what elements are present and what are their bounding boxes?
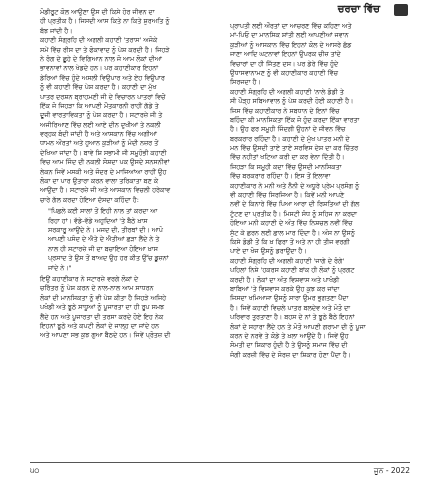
text-line: ਲੋਕਾ ਦਾ ਪਾਰ ਉਤਾਰਾ ਕਰਨ ਵਾਲਾ ਤਰਿਕਾਤਾ ਬਣ ਕੇ	[40, 177, 159, 186]
text-line: ਵਿੱਚ ਨਹੀਤਾਂ ਖਟਿਆ ਕਰੀ ਦਾ ਕਰ ਵੇਨਾ ਦਿੱਤੀ ਹੈ।	[230, 153, 345, 162]
text-line: ਕੁੜੀਆਂ ਨੂੰ ਆਸਕਾਨ ਵਿੱਚ ਇਹਨਾਂ ਕੋਲ ਦੇ ਆਸਰੇ ਛੱਡ	[230, 40, 352, 49]
text-line: ਹੋਇਆ ਮਨੀ ਕਹਾਣੀ ਦੇ ਅੰਤ ਵਿੱਚ ਨਿਸ਼ਚਲ ਨਵੀਂ ਵਿੱਚ	[230, 219, 353, 228]
footer-rule	[30, 462, 410, 463]
text-line: ਲੋਕਾਂ ਦੇ ਸਹਾਰਾ ਲੈਂਦੇ ਹਨ ਤੇ ਮੋਤੋ ਆਪਣੀ ਗਰਾਮਾ ਦੀ ਨੂੰ ਪੂਜਾ	[230, 322, 366, 331]
text-line: "ਪਿਛਲੇ ਕਈ ਸਾਲਾਂ ਤੋਂ ਇਹੀ ਨਾਲ ਤਾਂ ਕਰਦਾ ਆ	[48, 207, 158, 216]
text-line: ਕਹਾਣੀ ਸੰਗ੍ਰਹਿ ਦੀ ਅਗਲੀ ਕਹਾਣੀ 'ਨਾਲੇ ਡੰਡੀ ਤੇ	[230, 87, 344, 96]
text-line: ਕਹਾਣੀਕਾਰ ਨੇ ਮਨੀ ਅਤੇ ਨੈਨੀ ਦੇ ਅਧੂਰੇ ਪ੍ਰੇਮ ਪ੍ਰਸੰਗ ਨੂੰ	[230, 181, 360, 190]
text-line: ਸਮੇਂ ਵਿੱਚ ਰੀਸ ਦਾ ਤੇ ਫੋਕਾਵਾਦ ਨੂੰ ਪੇਸ਼ ਕਰਦੀ ਹੈ। ਜਿਹੜੇ	[40, 45, 170, 54]
text-line: ਆਉਂਦਾ ਹੈ। ਸਟਾਰਜ਼ੇ ਜੀ ਅਤੇ ਆਸਕਾਨ ਵਿਚਲੀ ਹਰੇਕਾਵ	[40, 186, 171, 195]
text-line: ਬੱਝ ਜਾਂਦੀ ਹੈ।	[40, 26, 73, 35]
paragraph	[220, 88, 410, 257]
text-line: ਇੱਕ ਜੋ ਜਿਹੜਾ ਕਿ ਆਪਣੀ ਮੌਤਕਾਰਨੀ ਰਾਹੀਂ ਗੱਡੇ ਤੇ	[40, 101, 159, 110]
text-line: ਟੁੱਟਣ ਦਾ ਪ੍ਰਤੀਕ ਹੈ। ਮਿਸਟੀ ਸੰਧ ਨੂੰ ਸਹਿਜ ਨਾ ਕਰਦਾ	[230, 209, 357, 218]
text-line: ਲੈਂਦੇ ਹਨ ਅਤੇ ਪੂਜਾਰਤਾ ਦੀ ਤਰਸਾ ਕਰਦੇ ਹੋਏ ਇਹ ਨੇਕ	[40, 312, 164, 321]
text-line: ਜਾਣਾ ਆਦਿ ਘਟਨਾਵਾਂ ਇਹਨਾਂ ਉਪਰਕ ਚੀਜ਼ ਤਾਂਦੇ	[230, 50, 341, 59]
section-marker-icon	[394, 4, 408, 16]
right-column	[220, 22, 410, 360]
text-line: ਬਰਕਰਾਰ ਰਹਿੰਦਾ ਹੈ। ਕਹਾਣੀ ਦੇ ਮੁੱਖ ਪਾਤਰ ਮਨੀ ਦੇ	[230, 134, 350, 143]
text-line: ਵੀ ਕਹਾਣੀ ਵਿੱਚ ਸਿਰਜਿਆ ਹੈ। ਕਿਵੇਂ ਮਨੀ ਆਪਣੇ	[230, 191, 345, 200]
text-line: ਦੇਖਿਆ ਜਾਂਦਾ ਹੈ। ਬਾਵੇ ਸ਼ਿ ਸਭਾਮੀ ਜੀ ਸਮੂਹੰਭੀ ਕਹਾਣੀ	[40, 148, 167, 157]
text-line: ਵਿਚਾਰਾਂ ਦਾ ਹੀ ਜਿੱਤਣ ਦਸ। ਪਰ ਡੇਰੇ ਵਿੱਚ ਹੁੰਦੇ	[230, 59, 339, 68]
text-line: ਸੋਮਤੀ ਦਾ ਸ਼ਿਕਾਰ ਹੁੰਦੀ ਹੈ ਤੇ ਉਸਨੂੰ ਸਮਾਜ ਵਿੱਚ ਦੀ	[230, 341, 348, 350]
paragraph	[30, 207, 220, 273]
text-line: ਪ੍ਰਸਾਦ ਤੇ ਉਸ ਤੋਂ ਬਾਅਦ ਉਹ ਹਰ ਕੀਤ ਉੱਚ ਡੂਜ਼ਨਾਂ	[48, 254, 169, 263]
text-line: ਜਿਸ ਵਿੱਚ ਕਹਾਣੀਕਾਰ ਨੇ ਸਬਧਾਨ ਦੇ ਇਨਾਂ ਵਿੱਚ	[230, 106, 340, 115]
text-line: ਕਹਾਣੀ ਸੰਗ੍ਰਹਿ ਦੀ ਅਗਲੀ ਕਹਾਣੀ 'ਜਾਗੇ ਦੇ ਰੰਗੇ'	[230, 256, 345, 265]
text-line: ਪਖੰਡੀ ਅਤੇ ਝੂਠੇ ਸਾਧੂਆਂ ਨੂੰ ਪੂਜਾਰਤਾ ਦਾ ਹੀ ਰੂਪ ਸਮਝ	[40, 303, 165, 312]
text-line: ਮਾਂ-ਪਿਓ ਦਾ ਮਾਨਸਿਕ ਸ਼ਾਂਤੀ ਲਈ ਆਪਣੀਆਂ ਜਵਾਨ	[230, 31, 349, 40]
paragraph	[220, 22, 410, 88]
text-line: ਨਵੀਂ ਦੇ ਕਿਨਾਰੇ ਵਿੱਚ ਪਿਆ ਆਰਾ ਦੀ ਰਿਸ਼ਤਿਆਂ ਦੀ ਗੱਲ	[230, 200, 360, 209]
text-line: ਬਾਬਿਆਂ 'ਤੇ ਵਿਸ਼ਵਾਸ ਕਰਕੇ ਉਹ ਕੁਝ ਕਰ ਜਾਂਦਾ	[230, 284, 340, 293]
text-line: ਪਹਿਲਾਂ ਨਿਸ਼ੇ 'ਹਕਰਸ ਕਹਾਣੀ ਬਾਂਕ ਹੀ ਲੋਕਾਂ ਨੂੰ ਪ੍ਰਗਟ	[230, 266, 355, 275]
text-line: ਭਾਵਨਾਵਾਂ ਨਾਲ ਖੇਡਦੇ ਹਨ। ਪਰ ਕਹਾਣੀਕਾਰ ਇਹਨਾਂ	[40, 64, 159, 73]
text-line: ਰਿਹਾ ਹਾਂ। ਵੱਡੇ-ਵੱਡੇ ਅਹੁਦਿਆਂ 'ਤੇ ਬੈਠੇ ਖ਼ਾਸ	[48, 216, 148, 225]
text-line: ਅਜੀਰਿਆਣ ਵਿੱਚ ਲਈ ਆਏ ਦੀਨ ਦੁਖੀਆਂ ਤੇ ਨਕਲੀ	[40, 120, 161, 129]
text-line: ਸੀ ਪੌੜ੍ਹ ਸਬਿਆਵਾਲ ਨੂੰ ਪੇਸ਼ ਕਰਦੀ ਹੋਈ ਕਹਾਣੀ ਹੈ।	[230, 97, 354, 106]
paragraph	[30, 275, 220, 341]
paragraph	[30, 8, 220, 36]
left-column	[30, 8, 220, 341]
text-line: ਧਾਮਨ ਔਰਤਾਂ ਅਤੇ ਹੁਆਨ ਕੁੜੀਆਂ ਨੂੰ ਮੰਦੀ ਨਜ਼ਰ ਤੋਂ	[40, 139, 159, 148]
text-line: ਲੇਕਨ ਜਿਵੇਂ ਮਸਕੀ ਅਤੇ ਜੰਦਰ ਦੇ ਮਾਜਿਆਂਆ ਰਾਹੀਂ ਉਹ	[40, 167, 167, 176]
text-line: ਸਿਰਜਦਾ ਹੈ।	[230, 78, 261, 87]
text-line: ਪਰਿਵਾਰ ਤੁਰਤਾਣਾ ਹੈ। ਬਹਸ ਦੇ ਨਾਂ ਤੇ ਝੂਠੇ ਬੈਠੇ ਇਹਨਾਂ	[230, 313, 355, 322]
text-line: ਉਧਾਸਵਾਨਾਮਣ ਨੂੰ ਵੀ ਕਹਾਣੀਕਾਰ ਕਹਾਣੀ ਵਿੱਚ	[230, 68, 338, 77]
text-line: ਡੇਰਿਆਂ ਵਿੱਚ ਹੁੰਦੇ ਅਸਲੀ ਵਿਉਪਾਰ ਅਤੇ ਏਹ ਵਿਉਪਾਰ	[40, 73, 165, 82]
text-line: ਹੈ। ਜਿਵੇਂ ਕਹਾਣੀ ਵਿਚਲੇ ਪਾਤਰ ਬਲਦੇਵ ਅਤੇ ਮੋਤੋ ਦਾ	[230, 303, 351, 312]
text-line: ਮੋਡੀਰੂਟ ਕੋਲ ਆਉਣਾ ਉਸ ਦੀ ਕਿਸੇ ਹੋਰ ਜੀਵਨ ਦਾ	[40, 8, 155, 16]
text-line: ਸਰਕਾਰੂ ਆਉਂਦੇ ਨੇ। ਮਜਦ ਦੀ, ਤੀਰਥਾਂ ਦੀ। ਆਪੋ	[48, 225, 163, 234]
paragraph	[220, 257, 410, 360]
text-line: ਲੋਕਾਂ ਦੀ ਮਾਨਸਿਕਤਾ ਨੂੰ ਵੀ ਪੇਸ਼ ਕੀਤਾ ਹੈ ਜਿਹੜੇ ਅਜਿਹੇ	[40, 293, 167, 302]
text-line: ਅਤੇ ਆਪਣਾ ਸਭ ਕੁਝ ਗੁਆ ਬੈਠਦੇ ਹਨ। ਜਿਵੇਂ ਪ੍ਰੋਤਜ਼ ਦੀ	[40, 331, 171, 340]
text-line: ਜਿਸਦਾ ਖਮਿਆਜਾ ਉਸਨੂੰ ਸਾਰਾ ਉਮਰ ਭੁਗਤਣਾ ਪੈਂਦਾ	[230, 294, 349, 303]
text-line: ਨੂੰ ਵੀ ਕਹਾਣੀ ਵਿੱਚ ਪੇਸ਼ ਕਰਦਾ ਹੈ। ਕਹਾਣੀ ਦਾ ਮੁੱਖ	[40, 83, 157, 92]
text-line: ਵਰ੍ਹਕ ਬੰਦੀ ਜਾਂਦੀ ਹੈ ਅਤੇ ਆਸਕਾਨ ਵਿੱਚ ਅਗੀਆਂ	[40, 130, 157, 139]
issue-label: ਜੂਨ - 2022	[373, 466, 410, 475]
text-line: ਕਿਸੇ ਡੰਡੀ ਤੋਂ ਕਿ ਖ਼ ਫਿਰਾ ਤੋਂ ਅਤੇ ਨਾ ਹੀ ਤੀਜ ਵਰਗੀ	[230, 237, 350, 246]
text-line: ਜਿਹੜਾ ਕਿ ਸਮੂਹੀ ਕਦਾ ਵਿੱਚ ਉਸਦੀ ਮਾਨਸਿਕਤਾ	[230, 162, 342, 171]
text-line: ਨਾਲ ਹੀ ਸਟਾਰਜ਼ੇ ਜੀ ਦਾ ਬਚਾਇਆ ਹੋਇਆ ਖ਼ਾਸ	[48, 244, 158, 253]
text-line: ਪਾਏ ਦਾ ਖੋਜ ਉਸਨੂੰ ਡਰਾਉਂਦਾ ਹੈ।	[230, 247, 307, 256]
text-line: ਇਹਨਾਂ ਝੂਠੇ ਅਤੇ ਕਪਟੀ ਲੋਕਾਂ ਦੇ ਜਾਲ੍ਹ ਦਾ ਜਾਂਦੇ ਹਨ	[40, 321, 160, 330]
text-line: ਪ੍ਰਾਪਤੀ ਲਈ ਔਰਤਾਂ ਦਾ ਆਚਰਣ ਵਿੱਚ ਕਹਿਣਾ ਅਤੇ	[230, 22, 352, 30]
text-line: ਦੂਜੀ ਵਾਰਤਾਵਿਕਤਾ ਨੂੰ ਪੇਸ਼ ਕਰਦਾ ਹੈ। ਸਟਾਰਜ਼ੇ ਜੀ ਤੇ	[40, 111, 163, 120]
text-line: ਕਰਦੀ ਹੈ। ਲੋਕਾਂ ਦਾ ਅੰਤ ਵਿਸ਼ਵਾਸ ਅਤੇ ਪਾਖੰਡੀ	[230, 275, 340, 284]
text-line: ਪਾਤਰ ਦਰਸ਼ਨ ਬ੍ਰਾਹਮਣੀ ਜੀ ਦੇ ਵਿਚਾਰਨ ਪਾਤਰਾਂ ਵਿਚੋਂ	[40, 92, 166, 101]
paragraph	[30, 36, 220, 205]
section-title: ਚਰਚਾ ਵਿੱਚ	[337, 4, 380, 15]
text-line: ਇਉਂ ਕਹਾਣੀਕਾਰ ਨੇ ਸਟਾਰਜ਼ੇ ਵਰਗੇ ਲੋਕਾਂ ਦੇ	[40, 274, 139, 283]
page-number: ੫੦	[30, 466, 40, 475]
page-footer	[0, 458, 432, 480]
text-line: ਮਨ ਵਿੱਚ ਉਸਦੀ ਤਾਏ ਤਾਏ ਸਰਵਿਸ ਦੇਸ਼ ਦਾ ਕਰ ਚਿੱਤਰ	[230, 144, 359, 153]
text-line: ਵਿਚ ਆਮ ਜਿੰਦ ਦੀ ਨਕਲੀ ਸੋਸ਼ਦਾ ਪਕ ਉਸਦੇ ਸਨਸਨੀਵਾਂ	[40, 158, 170, 167]
text-line: ਬਹਿੰਦਾ ਕੀ ਮਾਨਸਿਕਤਾ ਇੱਕ ਜੋ ਹੁੰਦ ਕਰਦਾ ਇੱਕਾ ਵਾਰਤਾ	[230, 115, 360, 124]
text-line: ਹੈ। ਉਹ ਫਰ ਸਮੂਹੀ ਜਿੰਦਗੀ ਉਹਨਾਂ ਦੇ ਜੀਵਨ ਵਿੱਚ	[230, 125, 346, 134]
text-line: ਨੇ ਰੰਗ ਦੇ ਛੂਹੇ ਦੇ ਵਿਗਿਆਨ ਨਾਲ ਜੋ ਆਮ ਲੋਕਾਂ ਦੀਆਂ	[40, 54, 162, 63]
text-line: ਕਹਾਣੀ ਸੰਗ੍ਰਹਿ ਦੀ ਅਗਲੀ ਕਹਾਣੀ 'ਤਰਾਸ' ਅਜੋਕੇ	[40, 36, 158, 45]
text-line: ਚਰਿੱਤਰ ਨੂੰ ਪੇਸ਼ ਕਰਨ ਦੇ ਨਾਲ-ਨਾਲ ਆਮ ਸਾਧਰਨ	[40, 284, 154, 293]
text-line: ਹੀ ਪ੍ਰਤੀਕ ਹੈ। ਜਿਸਦੀ ਆਸ ਕਿਤੇ ਨਾ ਕਿਤੇ ਸ਼ੁਰਅਤਿ ਨੂੰ	[40, 17, 170, 26]
text-line: ਚਾਰੇ ਗੱਲ ਕਰਦਾ ਹੋਇਆ ਦੱਸਦਾ ਕਹਿੰਦਾ ਹੈ:	[40, 195, 139, 204]
text-line: ਕਰਨ ਦੇ ਨਰਵੇ ਤੇ ਕੋਡੇ ਤੇ ਖ਼ਲਾ ਆਉਂਦੇ ਹੈ। ਜਿਵੇਂ ਉਹ	[230, 331, 349, 340]
text-line: ਜਾਂਦੇ ਨੇ।"	[48, 263, 72, 272]
text-line: ਜੰਗੀ ਕਰਜ਼ੀ ਵਿੱਚ ਦੇ ਸੋਰਜ਼ ਦਾ ਸ਼ਿਕਾਰ ਹੋਣਾ ਪੈਂਦਾ ਹੈ।	[230, 350, 352, 359]
text-line: ਵਿੱਚ ਬਰਕਰਾਰ ਰਹਿੰਦਾ ਹੈ। ਇਸ ਤੋਂ ਇਲਾਵਾ	[230, 172, 331, 181]
text-line: ਆਪਣੀ ਪਸੰਦ ਦੇ ਐਤੇ ਦੇ ਐਤੀਆਂ ਛੜਾ ਲੈਂਦੇ ਨੇ ਤੇ	[48, 235, 160, 244]
text-line: ਸੁੱਟ ਕੇ ਛਰਨ ਲਈ ਛਾਲ ਮਾਰ ਦਿੰਦਾ ਹੈ। ਅੰਸ ਨਾ ਉਸਨੂੰ	[230, 228, 355, 237]
